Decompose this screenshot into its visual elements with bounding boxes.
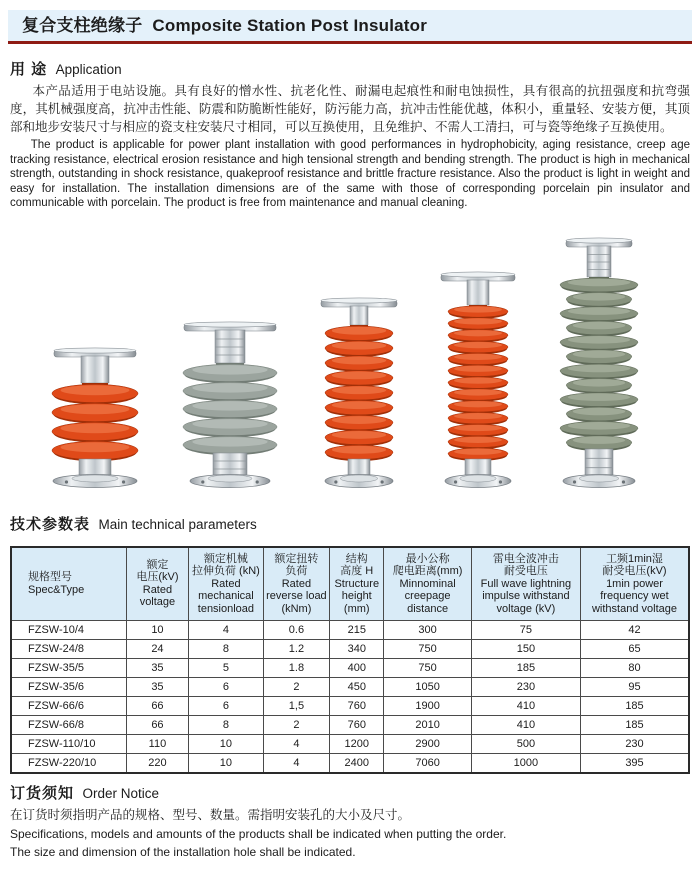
application-paragraph-zh: 本产品适用于电站设施。具有良好的憎水性、抗老化性、耐漏电起痕性和耐电蚀损性，具有很高的抗扭强度和抗弯强度，其机械强度高，抗冲击性能、防震和防脆断性能好，防污能力高，抗冲击性能优越，体积小，重量轻、安装方便，其顶部和地步安装尺寸与相应的瓷支柱安装尺寸相同，可以互换使用，且免维护、不需人工清扫，可与瓷等绝缘子互换使用。 [10,84,690,134]
value-cell: 24 [126,640,188,659]
value-cell: 2400 [330,754,384,774]
column-header: 额定 电压(kV) Rated voltage [126,547,188,621]
value-cell: 1.2 [263,640,329,659]
column-header: 工频1min湿 耐受电压(kV) 1min power frequency wet withstand voltage [580,547,689,621]
value-cell: 2900 [384,735,471,754]
value-cell: 1900 [384,697,471,716]
value-cell: 35 [126,678,188,697]
red-post-insulator-tall [439,271,517,489]
parameters-table-head [11,547,689,621]
table-row [11,621,689,640]
value-cell: 6 [189,697,264,716]
page-title-en: Composite Station Post Insulator [152,16,428,35]
parameters-heading-zh: 技术参数表 [10,515,91,533]
spec-type-cell: FZSW-10/4 [11,621,126,640]
spec-type-cell: FZSW-66/8 [11,716,126,735]
table-row [11,697,689,716]
value-cell: 35 [126,659,188,678]
table-row [11,640,689,659]
value-cell: 5 [189,659,264,678]
value-cell: 6 [189,678,264,697]
column-header: 最小公称 爬电距离(mm) Minnominal creepage distance [384,547,471,621]
order-notice-heading-zh: 订货须知 [10,785,75,802]
value-cell: 220 [126,754,188,774]
value-cell: 300 [384,621,471,640]
value-cell: 110 [126,735,188,754]
value-cell: 4 [263,735,329,754]
column-header: 规格型号 Spec&Type [11,547,126,621]
value-cell: 2010 [384,716,471,735]
value-cell: 395 [580,754,689,774]
value-cell: 10 [189,754,264,774]
table-row [11,659,689,678]
order-notice-section [10,784,690,861]
column-header: 额定扭转 负荷 Rated reverse load (kNm) [263,547,329,621]
value-cell: 1200 [330,735,384,754]
order-notice-line-zh: 在订货时须指明产品的规格、型号、数量。需指明安装孔的大小及尺寸。 [10,808,411,822]
value-cell: 80 [580,659,689,678]
value-cell: 500 [471,735,580,754]
spec-type-cell: FZSW-220/10 [11,754,126,774]
value-cell: 7060 [384,754,471,774]
value-cell: 185 [471,659,580,678]
value-cell: 230 [580,735,689,754]
value-cell: 1,5 [263,697,329,716]
value-cell: 66 [126,697,188,716]
product-photos-row [50,227,640,489]
value-cell: 215 [330,621,384,640]
value-cell: 400 [330,659,384,678]
column-header: 雷电全波冲击 耐受电压 Full wave lightning impulse withstand voltage (kV) [471,547,580,621]
spec-type-cell: FZSW-110/10 [11,735,126,754]
column-header: 结构 高度 H Structure height (mm) [330,547,384,621]
spec-type-cell: FZSW-35/6 [11,678,126,697]
column-header: 额定机械 拉伸负荷 (kN) Rated mechanical tensionload [189,547,264,621]
application-heading-en: Application [55,62,122,77]
value-cell: 95 [580,678,689,697]
gray-post-insulator-medium [181,321,279,489]
value-cell: 8 [189,716,264,735]
value-cell: 450 [330,678,384,697]
order-notice-heading-en: Order Notice [82,786,159,801]
parameters-table [10,546,690,775]
table-row [11,716,689,735]
value-cell: 750 [384,640,471,659]
value-cell: 4 [189,621,264,640]
table-row [11,735,689,754]
application-heading [10,60,690,79]
value-cell: 66 [126,716,188,735]
spec-type-cell: FZSW-35/5 [11,659,126,678]
value-cell: 230 [471,678,580,697]
value-cell: 760 [330,716,384,735]
spec-type-cell: FZSW-66/6 [11,697,126,716]
order-notice-heading [10,784,690,803]
value-cell: 75 [471,621,580,640]
parameters-heading-en: Main technical parameters [98,516,257,532]
application-section [10,60,690,211]
value-cell: 185 [580,716,689,735]
value-cell: 1.8 [263,659,329,678]
gray-post-insulator-tallest [558,237,640,489]
value-cell: 42 [580,621,689,640]
parameters-section [10,515,690,775]
table-row [11,754,689,774]
spec-type-cell: FZSW-24/8 [11,640,126,659]
value-cell: 10 [189,735,264,754]
value-cell: 760 [330,697,384,716]
application-heading-zh: 用 途 [10,61,48,78]
application-paragraph-en: The product is applicable for power plant installation with good performances in hydrophobicity, aging resistance, creep age tracking resistance, electrical erosion resistance and high tensional strength and bending strength. The product is high in mechanical strength, outstanding in shock resistance, quakeproof resistance and brittle fracture resistance. Also the product is light in weight and easy for installation. The installation dimensions are of the same with those of corresponding porcelain pin insulator and communicable with porcelain. The product is free from maintenance and manual cleaning. [10,139,690,209]
page-title-zh: 复合支柱绝缘子 [22,16,143,35]
value-cell: 750 [384,659,471,678]
value-cell: 0.6 [263,621,329,640]
parameters-table-body [11,621,689,774]
red-post-insulator-tall-thin [320,297,398,489]
table-row [11,678,689,697]
value-cell: 1000 [471,754,580,774]
value-cell: 4 [263,754,329,774]
value-cell: 410 [471,716,580,735]
header-row [11,547,689,621]
value-cell: 2 [263,716,329,735]
value-cell: 2 [263,678,329,697]
parameters-heading [10,515,690,534]
red-post-insulator-small [50,347,140,489]
page-title-bar [8,10,692,44]
value-cell: 65 [580,640,689,659]
value-cell: 340 [330,640,384,659]
order-notice-line-en2: The size and dimension of the installation hole shall be indicated. [10,845,356,859]
order-notice-line-en1: Specifications, models and amounts of the products shall be indicated when putting the order. [10,827,507,841]
value-cell: 8 [189,640,264,659]
value-cell: 1050 [384,678,471,697]
value-cell: 410 [471,697,580,716]
value-cell: 10 [126,621,188,640]
value-cell: 185 [580,697,689,716]
value-cell: 150 [471,640,580,659]
